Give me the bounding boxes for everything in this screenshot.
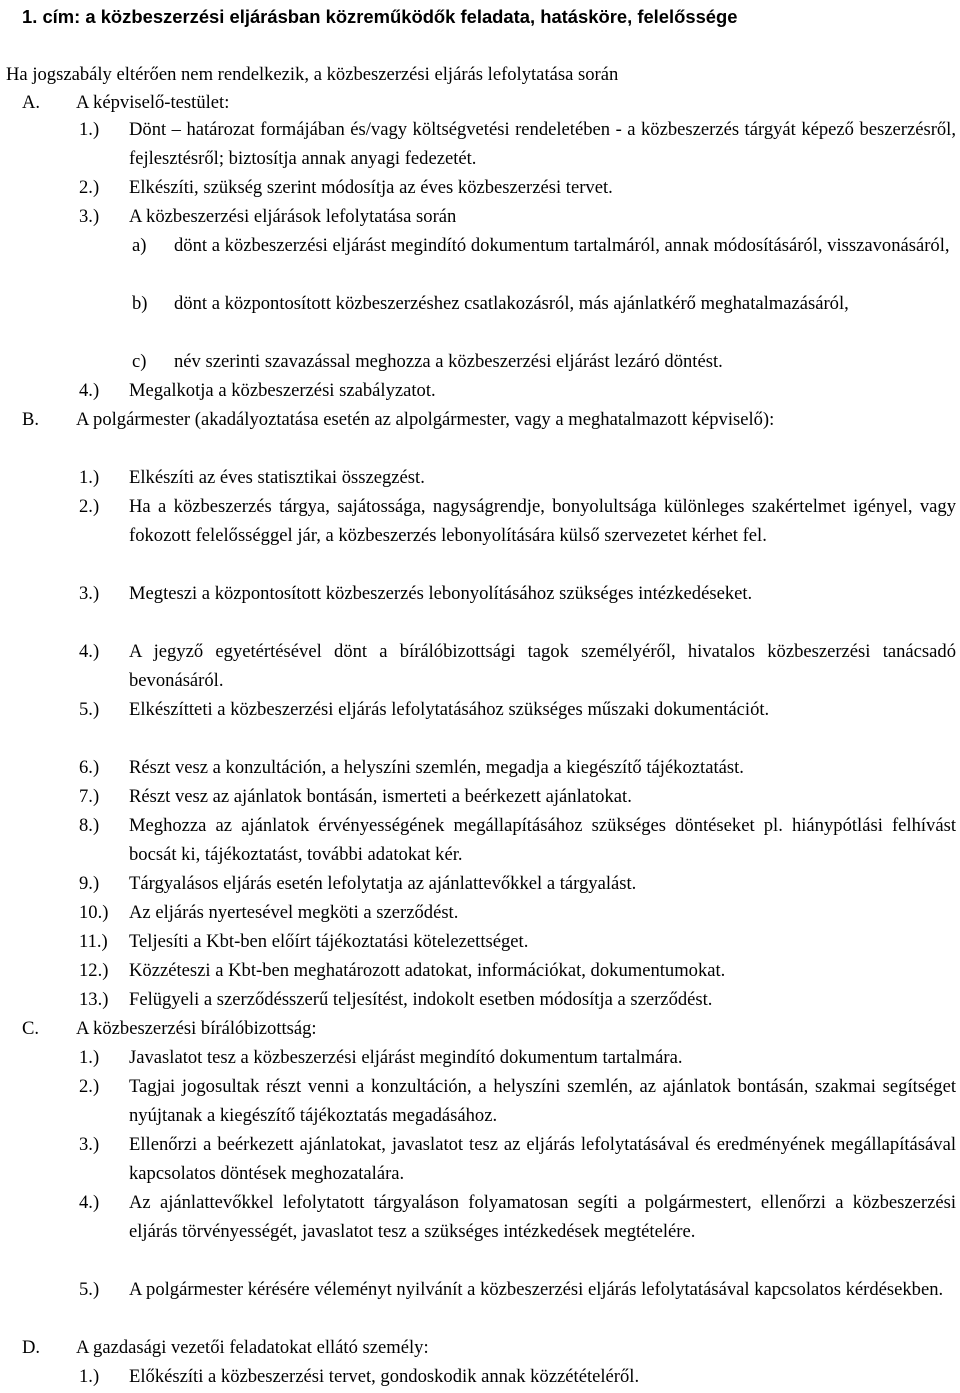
item-number: 4.)	[79, 1192, 100, 1213]
item-text: Meghozza az ajánlatok érvényességének megállapításához szükséges döntéseket pl. hiánypótlási felhívást bocsát ki, tájékoztatást, további adatokat kér.	[129, 815, 956, 865]
list-item	[79, 1275, 956, 1304]
section-label: A.	[22, 92, 41, 113]
list-item	[79, 1043, 956, 1072]
sub-list-item	[132, 347, 956, 376]
item-text: Részt vesz a konzultáción, a helyszíni szemlén, megadja a kiegészítő tájékoztatást.	[129, 757, 744, 778]
item-number: 10.)	[79, 902, 109, 923]
item-text: Részt vesz az ajánlatok bontásán, ismerteti a beérkezett ajánlatokat.	[129, 786, 632, 807]
list-item	[79, 869, 956, 898]
section-label: C.	[22, 1018, 40, 1039]
item-number: 2.)	[79, 1076, 100, 1097]
list-item	[79, 811, 956, 869]
item-text: A közbeszerzési eljárások lefolytatása során	[129, 206, 457, 227]
item-number: 9.)	[79, 873, 100, 894]
sub-item-text: dönt a központosított közbeszerzéshez csatlakozásról, más ajánlatkérő meghatalmazásáról,	[174, 293, 849, 314]
sub-item-letter: a)	[132, 235, 147, 256]
section-heading-text: A képviselő-testület:	[76, 92, 230, 113]
item-text: Elkészítteti a közbeszerzési eljárás lefolytatásához szükséges műszaki dokumentációt.	[129, 699, 770, 720]
list-item	[79, 695, 956, 724]
section-c-heading	[22, 1014, 956, 1043]
list-item	[79, 376, 956, 405]
item-text: A jegyző egyetértésével dönt a bírálóbizottsági tagok személyéről, hivatalos közbeszerzési tanácsadó bevonásáról.	[129, 641, 956, 691]
intro-paragraph: Ha jogszabály eltérően nem rendelkezik, a közbeszerzési eljárás lefolytatása során	[6, 64, 619, 85]
list-item	[79, 753, 956, 782]
list-item	[79, 956, 956, 985]
item-text: A polgármester kérésére véleményt nyilvánít a közbeszerzési eljárás lefolytatásával kapcsolatos kérdésekben.	[129, 1279, 944, 1300]
section-heading-text: A gazdasági vezetői feladatokat ellátó személy:	[76, 1337, 429, 1358]
section-a-heading	[22, 88, 956, 117]
item-text: Megteszi a központosított közbeszerzés lebonyolításához szükséges intézkedéseket.	[129, 583, 753, 604]
item-text: Javaslatot tesz a közbeszerzési eljárást megindító dokumentum tartalmára.	[129, 1047, 683, 1068]
list-item	[79, 985, 956, 1014]
item-text: Teljesíti a Kbt-ben előírt tájékoztatási kötelezettséget.	[129, 931, 529, 952]
item-text: Megalkotja a közbeszerzési szabályzatot.	[129, 380, 436, 401]
list-item	[79, 579, 956, 608]
item-number: 3.)	[79, 583, 100, 604]
item-number: 2.)	[79, 177, 100, 198]
item-number: 8.)	[79, 815, 100, 836]
item-number: 1.)	[79, 119, 100, 140]
item-number: 2.)	[79, 496, 100, 517]
list-item	[79, 492, 956, 550]
section-label: B.	[22, 409, 40, 430]
item-number: 1.)	[79, 467, 100, 488]
sub-list-item	[132, 231, 956, 260]
item-number: 7.)	[79, 786, 100, 807]
list-item	[79, 463, 956, 492]
sub-item-letter: b)	[132, 293, 148, 314]
list-item	[79, 637, 956, 695]
item-text: Elkészíti az éves statisztikai összegzést.	[129, 467, 425, 488]
list-item	[79, 927, 956, 956]
item-number: 13.)	[79, 989, 109, 1010]
section-heading-text: A közbeszerzési bírálóbizottság:	[76, 1018, 317, 1039]
list-item	[79, 1072, 956, 1130]
item-number: 1.)	[79, 1366, 100, 1387]
item-number: 5.)	[79, 1279, 100, 1300]
section-d-heading	[22, 1333, 956, 1362]
item-text: Ellenőrzi a beérkezett ajánlatokat, javaslatot tesz az eljárás lefolytatásával és eredményének megállapításával kapcsolatos döntések meghozatalára.	[129, 1134, 956, 1184]
item-text: Az ajánlattevőkkel lefolytatott tárgyaláson folyamatosan segíti a polgármestert, ellenőrzi a közbeszerzési eljárás törvényességét, javaslatot tesz a szükséges intézkedések megtételére.	[129, 1192, 956, 1242]
item-text: Előkészíti a közbeszerzési tervet, gondoskodik annak közzétételéről.	[129, 1366, 640, 1387]
item-text: Dönt – határozat formájában és/vagy költségvetési rendeletében - a közbeszerzés tárgyát képező beszerzésről, fejlesztésről; biztosítja annak anyagi fedezetét.	[129, 119, 956, 169]
list-item	[79, 173, 956, 202]
document-title: 1. cím: a közbeszerzési eljárásban közreműködők feladata, hatásköre, felelőssége	[22, 6, 738, 27]
sub-item-letter: c)	[132, 351, 147, 372]
section-heading-text: A polgármester (akadályoztatása esetén az alpolgármester, vagy a meghatalmazott képviselő):	[76, 409, 775, 430]
list-item	[79, 115, 956, 173]
sub-item-text: dönt a közbeszerzési eljárást megindító dokumentum tartalmáról, annak módosításáról, visszavonásáról,	[174, 235, 950, 256]
item-text: Az eljárás nyertesével megköti a szerződést.	[129, 902, 459, 923]
item-number: 4.)	[79, 380, 100, 401]
item-text: Tagjai jogosultak részt venni a konzultáción, a helyszíni szemlén, az ajánlatok bontásán, szakmai segítséget nyújtanak a kiegészítő tájékoztatás megadásához.	[129, 1076, 956, 1126]
item-number: 4.)	[79, 641, 100, 662]
item-number: 3.)	[79, 206, 100, 227]
item-text: Ha a közbeszerzés tárgya, sajátossága, nagyságrendje, bonyolultsága különleges szakértelmet igényel, vagy fokozott felelősséggel jár, a közbeszerzés lebonyolítására külső szervezetet kérhet fel.	[129, 496, 956, 546]
item-number: 11.)	[79, 931, 108, 952]
list-item	[79, 1362, 956, 1391]
sub-list-item	[132, 289, 956, 318]
list-item	[79, 782, 956, 811]
list-item	[79, 898, 956, 927]
item-text: Elkészíti, szükség szerint módosítja az éves közbeszerzési tervet.	[129, 177, 613, 198]
sub-item-text: név szerinti szavazással meghozza a közbeszerzési eljárást lezáró döntést.	[174, 351, 723, 372]
item-number: 1.)	[79, 1047, 100, 1068]
list-item	[79, 1188, 956, 1246]
section-b-heading	[22, 405, 956, 434]
section-label: D.	[22, 1337, 41, 1358]
item-number: 12.)	[79, 960, 109, 981]
item-text: Közzéteszi a Kbt-ben meghatározott adatokat, információkat, dokumentumokat.	[129, 960, 726, 981]
item-text: Tárgyalásos eljárás esetén lefolytatja az ajánlattevőkkel a tárgyalást.	[129, 873, 637, 894]
item-number: 6.)	[79, 757, 100, 778]
item-number: 5.)	[79, 699, 100, 720]
item-number: 3.)	[79, 1134, 100, 1155]
list-item	[79, 1130, 956, 1188]
list-item	[79, 202, 956, 231]
item-text: Felügyeli a szerződésszerű teljesítést, indokolt esetben módosítja a szerződést.	[129, 989, 713, 1010]
